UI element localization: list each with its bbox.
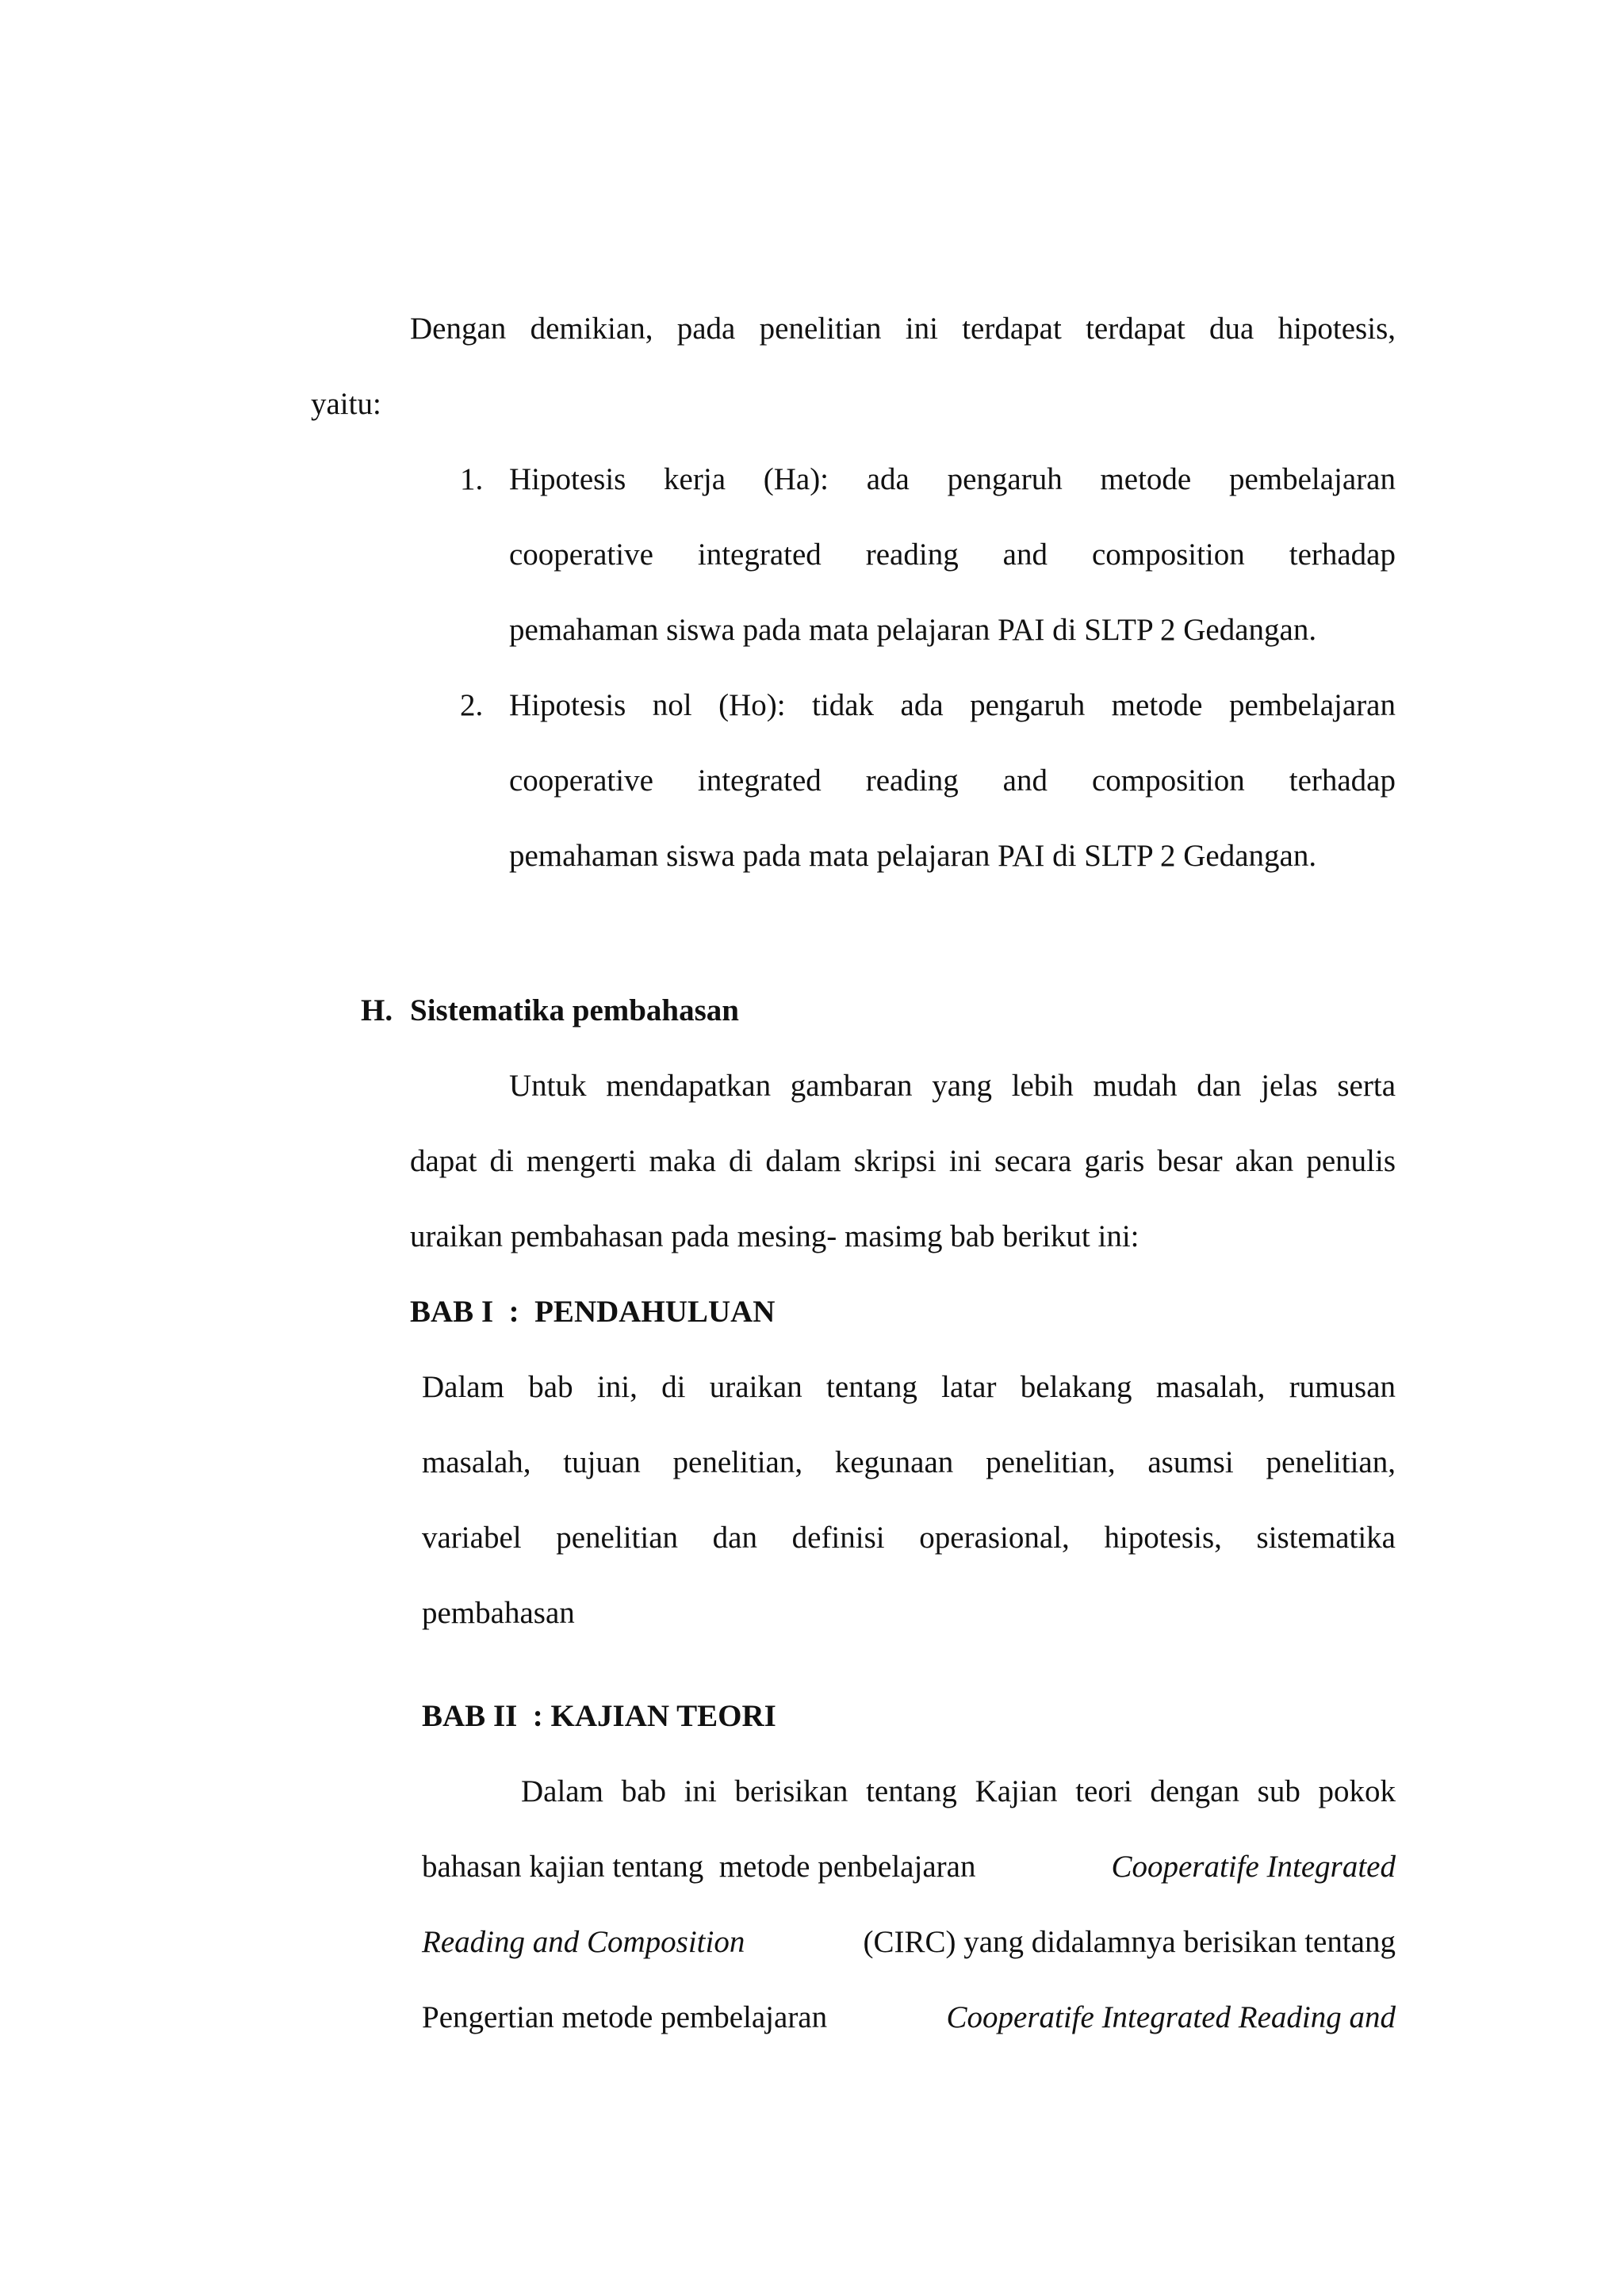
hypothesis-1-line-2: cooperative integrated reading and composition terhadap xyxy=(509,538,1396,572)
bab-1-line-3: variabel penelitian dan definisi operasional, hipotesis, sistematika xyxy=(422,1521,1396,1555)
section-h-title: Sistematika pembahasan xyxy=(410,993,739,1027)
hypothesis-2-line-1: Hipotesis nol (Ho): tidak ada pengaruh metode pembelajaran xyxy=(509,688,1396,722)
bab-2-line-2-italic: Cooperatife Integrated xyxy=(1111,1850,1396,1884)
bab-2-heading xyxy=(422,1701,776,1732)
bab-2-line-2-text: bahasan kajian tentang metode penbelajaran xyxy=(422,1850,976,1884)
bab-2-line-3-text: (CIRC) yang didalamnya berisikan tentang xyxy=(863,1925,1396,1959)
bab-1-line-4: pembahasan xyxy=(422,1596,575,1630)
hypothesis-2-number: 2. xyxy=(460,688,484,722)
section-h-para-line-2: dapat di mengerti maka di dalam skripsi ini secara garis besar akan penulis xyxy=(410,1144,1396,1178)
bab-1-line-2: masalah, tujuan penelitian, kegunaan penelitian, asumsi penelitian, xyxy=(422,1445,1396,1479)
bab-2-line-2 xyxy=(422,1851,1396,1882)
bab-1-line-1: Dalam bab ini, di uraikan tentang latar belakang masalah, rumusan xyxy=(422,1370,1396,1404)
hypothesis-1-line-3: pemahaman siswa pada mata pelajaran PAI di SLTP 2 Gedangan. xyxy=(509,613,1317,647)
hypothesis-1-number: 1. xyxy=(460,462,484,496)
intro-line-2: yaitu: xyxy=(311,387,381,421)
hypothesis-2-line-2: cooperative integrated reading and composition terhadap xyxy=(509,763,1396,798)
intro-line-1: Dengan demikian, pada penelitian ini terdapat terdapat dua hipotesis, xyxy=(410,312,1396,346)
bab-2-line-4 xyxy=(422,2002,1396,2033)
bab-2-heading-text: BAB II : KAJIAN TEORI xyxy=(422,1699,776,1733)
section-h-para-line-3: uraikan pembahasan pada mesing- masimg bab berikut ini: xyxy=(410,1219,1139,1253)
section-h-letter: H. xyxy=(361,993,393,1027)
hypothesis-2-line-3: pemahaman siswa pada mata pelajaran PAI di SLTP 2 Gedangan. xyxy=(509,839,1317,873)
bab-2-line-3-italic: Reading and Composition xyxy=(422,1925,745,1959)
bab-2-line-1: Dalam bab ini berisikan tentang Kajian teori dengan sub pokok xyxy=(521,1774,1396,1808)
bab-2-line-3 xyxy=(422,1927,1396,1957)
bab-2-line-4-text: Pengertian metode pembelajaran xyxy=(422,2000,828,2034)
bab-1-heading-text: BAB I : PENDAHULUAN xyxy=(410,1295,776,1329)
hypothesis-1-line-1: Hipotesis kerja (Ha): ada pengaruh metode pembelajaran xyxy=(509,462,1396,496)
section-h-para-line-1: Untuk mendapatkan gambaran yang lebih mudah dan jelas serta xyxy=(509,1069,1396,1103)
bab-2-line-4-italic: Cooperatife Integrated Reading and xyxy=(946,2000,1396,2034)
bab-1-heading xyxy=(410,1296,775,1327)
